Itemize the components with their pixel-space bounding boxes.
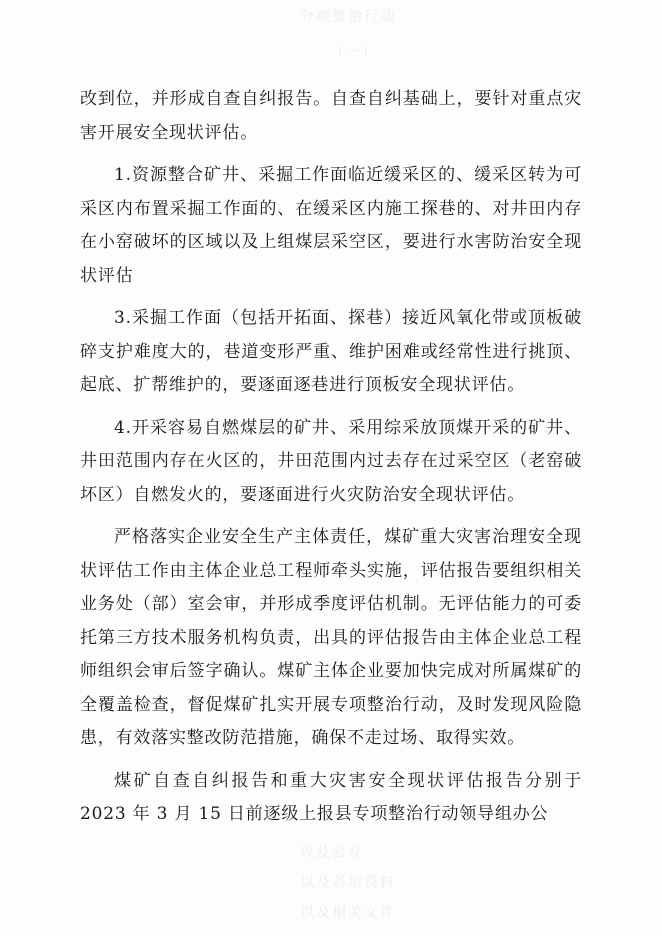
- paragraph-reporting-deadline: 煤矿自查自纠报告和重大灾害安全现状评估报告分别于 2023 年 3 月 15 日前逐级上报县专项整治行动领导组办公: [80, 770, 582, 824]
- paragraph-responsibility: 严格落实企业安全生产主体责任，煤矿重大灾害治理安全现状评估工作由主体企业总工程师牵头实施，评估报告要组织相关业务处（部）室会审，并形成季度评估机制。无评估能力的可委托第三方技术服务机构负责，出具的评估报告由主体企业总工程师组织会审后签字确认。煤矿主体企业要加快完成对所属煤矿的全覆盖检查，督促煤矿扎实开展专项整治行动，及时发现风险隐患，有效落实整改防范措施，确保不走过场、取得实效。: [80, 527, 582, 748]
- bleed-through-text: 分项整治行动: [300, 9, 396, 25]
- paragraph-item-1: 1.资源整合矿井、采掘工作面临近缓采区的、缓采区转为可采区内布置采掘工作面的、在缓采区内施工探巷的、对井田内存在小窑破坏的区域以及上组煤层采空区，要进行水害防治安全现状评估: [80, 165, 582, 286]
- bleed-through-text: 以及各项资料: [300, 875, 396, 891]
- bleed-through-text: （一）: [330, 45, 378, 61]
- paragraph-item-3: 3.采掘工作面（包括开拓面、探巷）接近风氧化带或顶板破碎支护难度大的，巷道变形严重、维护困难或经常性进行挑顶、起底、扩帮维护的，要逐面逐巷进行顶板安全现状评估。: [80, 308, 582, 395]
- bleed-through-text: 以及公众: [300, 845, 364, 861]
- document-body: [80, 83, 582, 832]
- bleed-through-text: 以及相关文件: [300, 905, 396, 921]
- paragraph-item-4: 4.开采容易自燃煤层的矿井、采用综采放顶煤开采的矿井、井田范围内存在火区的，井田范围内过去存在过采空区（老窑破坏区）自燃发火的，要逐面进行火灾防治安全现状评估。: [80, 417, 582, 505]
- paragraph-continuation: 改到位，并形成自查自纠报告。自查自纠基础上，要针对重点灾害开展安全现状评估。: [80, 89, 582, 143]
